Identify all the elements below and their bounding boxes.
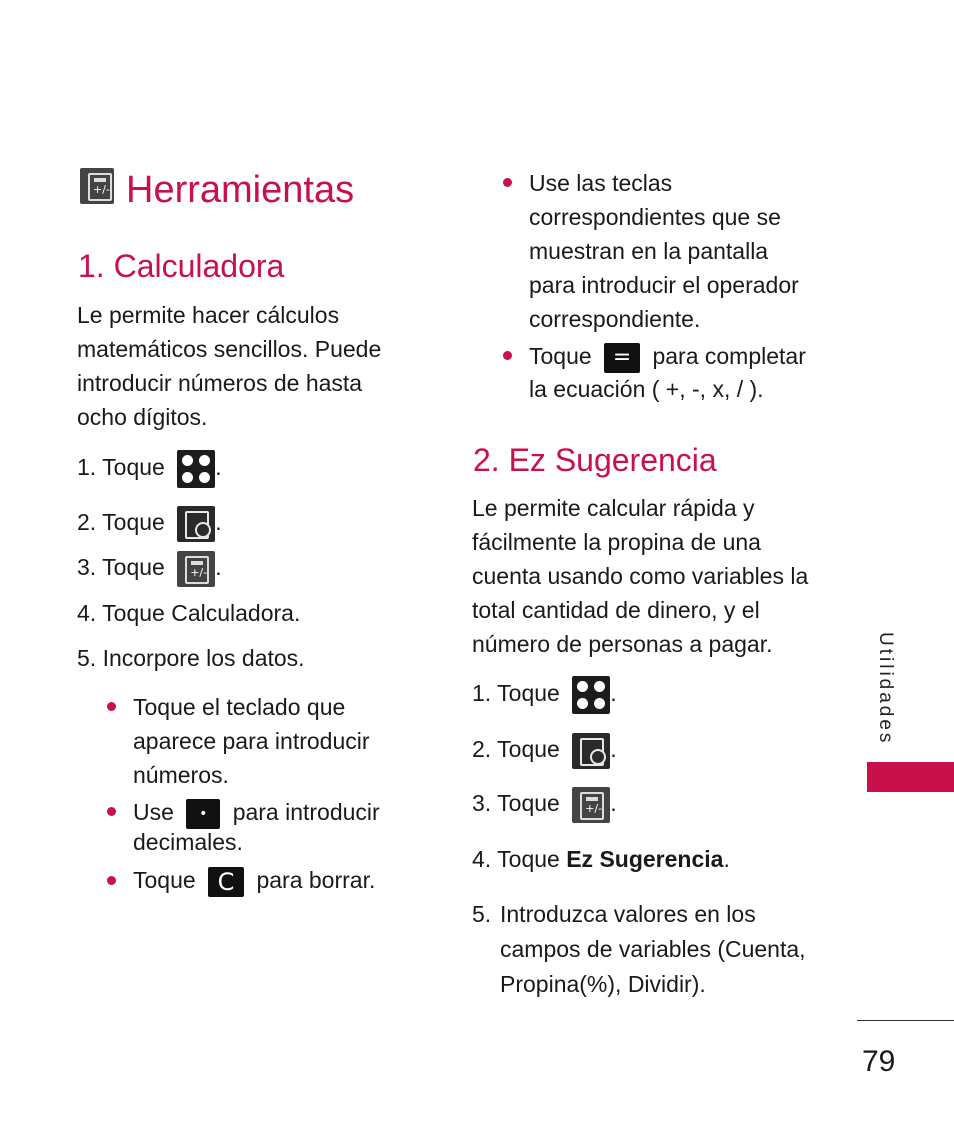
apps-grid-icon	[572, 676, 610, 714]
bullet-dot	[107, 807, 116, 816]
step-2: 2. Toque .	[77, 505, 222, 542]
step-label: 1. Toque	[472, 680, 560, 707]
bullet-decimal-line2: decimales.	[133, 829, 243, 855]
decimal-key-icon: •	[186, 799, 220, 829]
bullet-decimal: Use • para introducir	[133, 795, 380, 829]
bullet-clear: Toque C para borrar.	[133, 867, 376, 896]
clear-key-icon: C	[208, 867, 244, 897]
step-2: 2. Toque .	[472, 732, 617, 769]
step-4: 4. Toque Ez Sugerencia.	[472, 846, 730, 872]
step-5-number: 5.	[472, 901, 492, 927]
bullet-equals-line2: la ecuación ( +, -, x, / ).	[529, 376, 764, 402]
bullet-dot	[107, 702, 116, 711]
section-intro-calculadora: Le permite hacer cálculos matemáticos sencillos. Puede introducir números de hasta ocho dígitos.	[77, 302, 382, 430]
page-title: Herramientas	[126, 169, 355, 211]
step-3: 3. Toque +/- .	[77, 550, 222, 587]
section-heading-ez-sugerencia: 2. Ez Sugerencia	[473, 442, 717, 478]
tools-icon	[572, 733, 610, 769]
calculator-icon: +/-	[80, 168, 114, 204]
page-number: 79	[862, 1045, 896, 1078]
menu-item-ez-sugerencia: Ez Sugerencia	[566, 846, 724, 872]
bullet-operators: Use las teclas correspondientes que se muestran en la pantalla para introducir el operador correspondiente.	[529, 170, 799, 332]
title-icon	[80, 168, 114, 204]
calculator-icon: +/-	[177, 551, 215, 587]
step-1: 1. Toque .	[77, 450, 222, 488]
step-4: 4. Toque Calculadora.	[77, 600, 301, 626]
section-heading-calculadora: 1. Calculadora	[78, 248, 285, 284]
equals-key-icon: =	[604, 343, 640, 373]
step-label: 3. Toque	[472, 790, 560, 816]
footer-rule	[857, 1020, 954, 1021]
step-label: 2. Toque	[77, 509, 165, 535]
step-label: 1. Toque	[77, 454, 165, 481]
bullet-dot	[503, 351, 512, 360]
sidebar-tab	[867, 762, 954, 792]
bullet-dot	[503, 178, 512, 187]
calculator-icon: +/-	[572, 787, 610, 823]
section-intro-ez-sugerencia: Le permite calcular rápida y fácilmente la propina de una cuenta usando como variables la total cantidad de dinero, y el número de personas a pagar.	[472, 495, 809, 657]
step-label: 3. Toque	[77, 554, 165, 580]
step-5: 5. Incorpore los datos.	[77, 645, 305, 671]
bullet-keyboard: Toque el teclado que aparece para introducir números.	[133, 694, 370, 788]
bullet-equals: Toque = para completar	[529, 339, 806, 373]
bullet-dot	[107, 876, 116, 885]
step-label: 2. Toque	[472, 736, 560, 762]
apps-grid-icon	[177, 450, 215, 488]
step-5: Introduzca valores en los campos de variables (Cuenta, Propina(%), Dividir).	[500, 901, 806, 997]
sidebar-label: Utilidades	[875, 632, 896, 746]
step-3: 3. Toque +/- .	[472, 786, 617, 823]
tools-icon	[177, 506, 215, 542]
step-1: 1. Toque .	[472, 676, 617, 714]
